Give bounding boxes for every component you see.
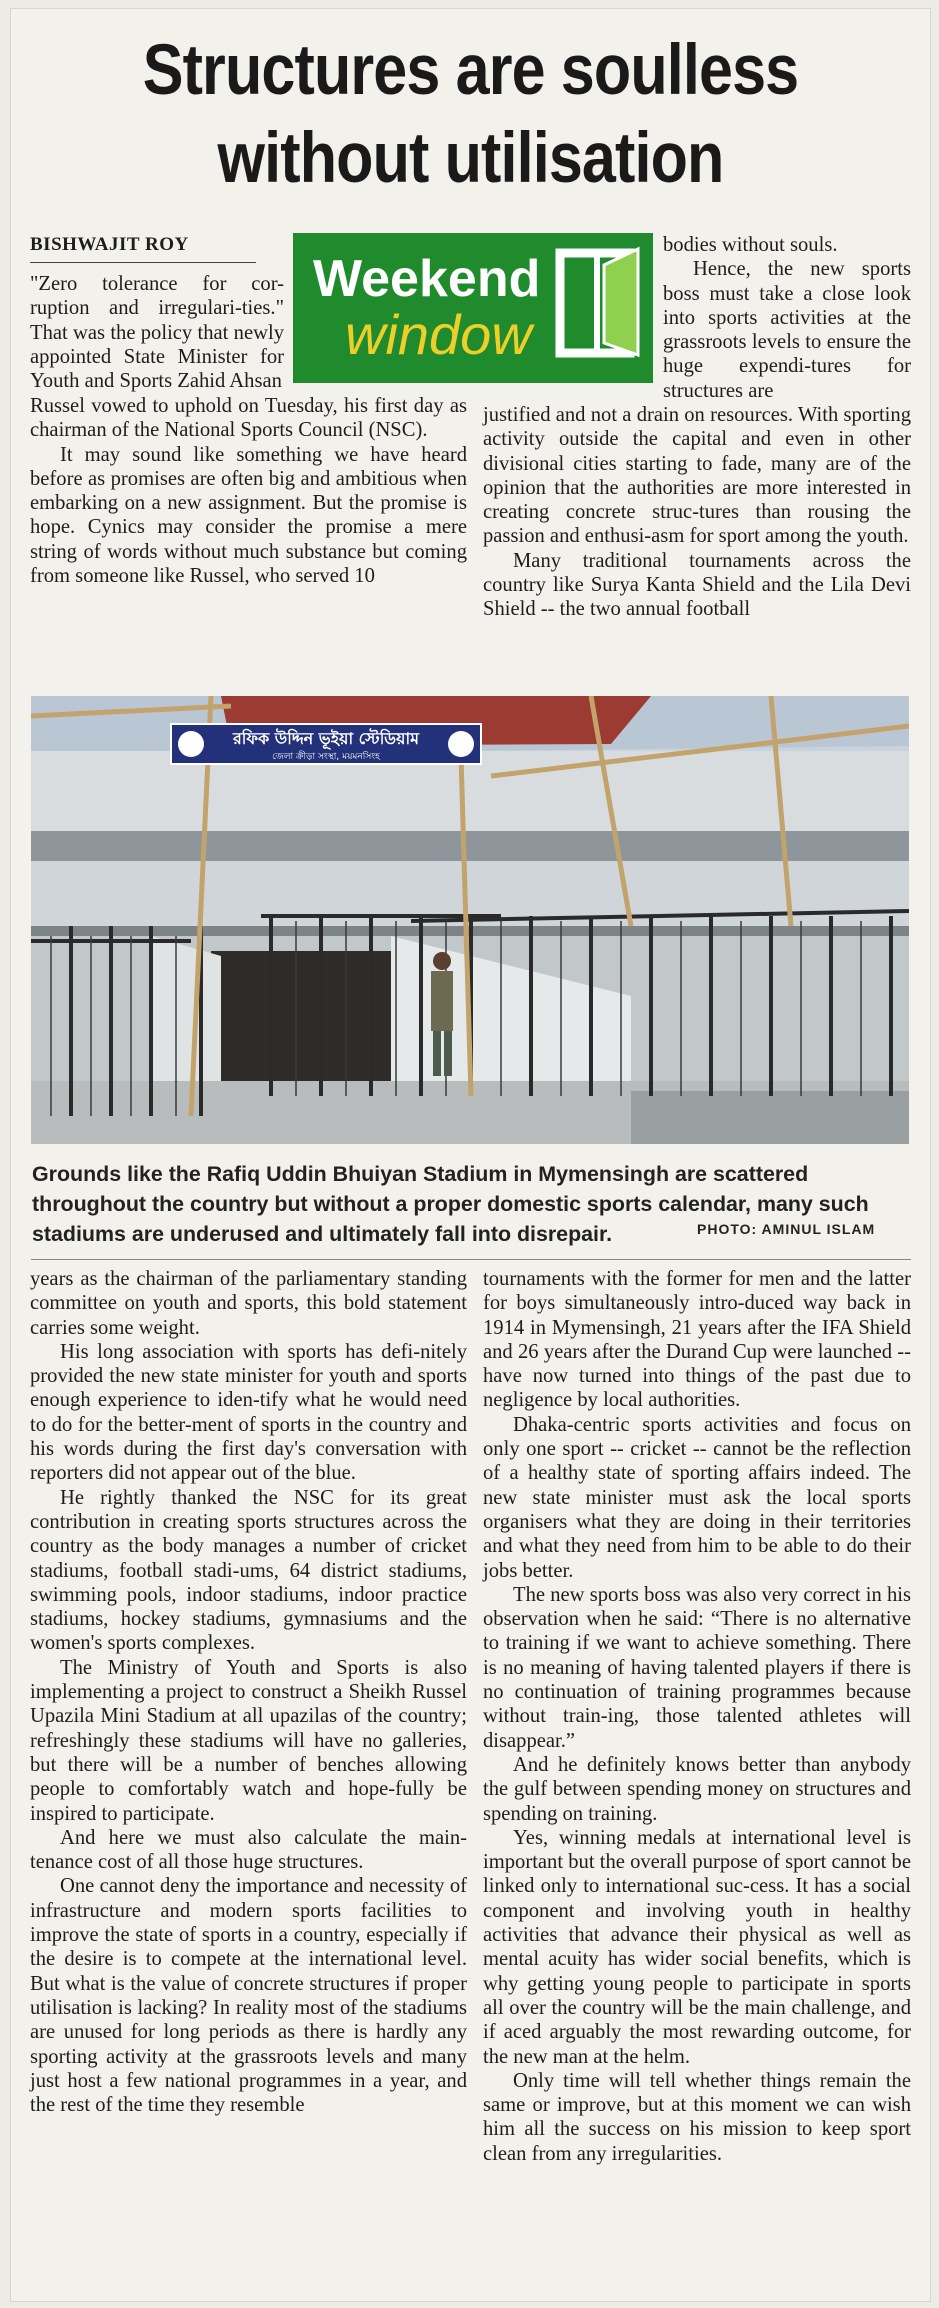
weekend-window-logo xyxy=(293,233,653,383)
body-top-left-narrow xyxy=(30,272,284,393)
paragraph: Russel vowed to uphold on Tuesday, his first day as chairman of the National Sports Council (NSC). xyxy=(30,395,467,442)
paragraph: And he definitely knows better than anybody the gulf between spending money on structures and spending on training. xyxy=(483,1753,911,1825)
newspaper-page xyxy=(10,8,931,2302)
paragraph: Yes, winning medals at international level is important but the overall purpose of sport cannot be linked only to international suc-cess. It has a social component and involving youth in healthy activities that advance their physical as well as mental acuity has wider social benefits, which is why getting young people to participate in sports all over the country will be the main challenge, and if aced arguably the most rewarding outcome, for the new man at the helm. xyxy=(483,1826,911,2068)
byline: BISHWAJIT ROY xyxy=(30,234,189,255)
signboard-line-2: জেলা ক্রীড়া সংস্থা, ময়মনসিংহ xyxy=(272,752,380,762)
caption-rule xyxy=(31,1259,911,1260)
paragraph: justified and not a drain on resources. With sporting activity outside the capital and even in other divisional cities starting to fade, many are of the opinion that the authorities are more interested in creating concrete struc-tures than rousing the passion and enthusi-asm for sport among the youth. xyxy=(483,404,911,548)
body-top-right-narrow xyxy=(663,233,911,403)
paragraph: He rightly thanked the NSC for its great contribution in creating sports structures across the country as the body manages a number of cricket stadiums, football stadi-ums, 64 district stadiums, swimming pools, indoor stadiums, indoor practice stadiums, hockey stadiums, gymnasiums and the women's sports complexes. xyxy=(30,1486,467,1655)
paragraph: The new sports boss was also very correct in his observation when he said: “There is no alternative to training if we want to achieve something. There is no meaning of having talented players if there is no continuation of training programmes because without train-ing, those talented athletes will disappear.” xyxy=(483,1583,911,1752)
paragraph: His long association with sports has defi-nitely provided the new state minister for youth and sports enough experience to iden-tify what he would need to do for the better-ment of sports in the country and his words during the first day's conversation with reporters did not appear out of the blue. xyxy=(30,1340,467,1485)
paragraph: tournaments with the former for men and the latter for boys simultaneously intro-duced way back in 1914 in Mymensingh, 21 years after the IFA Shield and 26 years after the Durand Cup were launched -- have now turned into things of the past due to negligence by local authorities. xyxy=(483,1268,911,1412)
paragraph: Dhaka-centric sports activities and focus on only one sport -- cricket -- cannot be the reflection of a healthy state of sporting affairs indeed. The new state minister must ask the local sports organisers what they are doing in their territories and what they need from him to be able to do their jobs better. xyxy=(483,1413,911,1582)
headline-line-2: without utilisation xyxy=(217,119,724,198)
body-top-right-wide xyxy=(483,403,911,622)
paragraph: And here we must also calculate the main-tenance cost of all those huge structures. xyxy=(30,1826,467,1874)
paragraph: "Zero tolerance for cor-ruption and irregulari-ties." That was the policy that newly appointed State Minister for Youth and Sports Zahid Ahsan xyxy=(30,273,284,393)
byline-rule xyxy=(30,262,256,263)
article-headline xyxy=(75,27,865,203)
body-bottom-right xyxy=(483,1267,911,2166)
photo-caption: Grounds like the Rafiq Uddin Bhuiyan Stadium in Mymensingh are scattered throughout the country but without a proper domestic sports calendar, many such stadiums are underused and ultimately fall into disrepair. xyxy=(32,1162,869,1246)
stadium-illustration xyxy=(31,696,909,1144)
paragraph: Many traditional tournaments across the country like Surya Kanta Shield and the Lila Devi Shield -- the two annual football xyxy=(483,549,911,621)
paragraph: years as the chairman of the parliamentary standing committee on youth and sports, this bold statement carries some weight. xyxy=(30,1268,467,1339)
body-bottom-left xyxy=(30,1267,467,2117)
headline-line-1: Structures are soulless xyxy=(142,31,799,110)
paragraph: Only time will tell whether things remain the same or improve, but at this moment we can wish him all the success on his mission to keep sport clean from any irregularities. xyxy=(483,2069,911,2165)
body-top-left-wide xyxy=(30,394,467,588)
stadium-photo xyxy=(31,696,909,1144)
photo-credit: PHOTO: AMINUL ISLAM xyxy=(697,1221,876,1237)
paragraph: Hence, the new sports boss must take a close look into sports activities at the grassroots levels to ensure the huge expendi-tures for structures are xyxy=(663,258,911,402)
logo-word-window: window xyxy=(345,303,532,366)
paragraph: One cannot deny the importance and necessity of infrastructure and modern sports facilities to improve the state of sports in a country, especially if the desire is to compete at the international level. But what is the value of concrete structures if proper utilisation is lacking? In reality most of the stadiums are unused for long periods as there is hardly any sporting activity at the grassroots levels and many just host a few national programmes in a year, and the rest of the time they resemble xyxy=(30,1875,467,2117)
signboard-line-1: রফিক উদ্দিন ভূইয়া স্টেডিয়াম xyxy=(232,729,420,748)
paragraph: bodies without souls. xyxy=(663,234,838,256)
paragraph: The Ministry of Youth and Sports is also implementing a project to construct a Sheikh Russel Upazila Mini Stadium at all upazilas of the country; refreshingly these stadiums will have no galleries, but there will be a number of benches allowing people to comfortably watch and hope-fully be inspired to participate. xyxy=(30,1656,467,1825)
logo-word-weekend: Weekend xyxy=(313,250,541,308)
person-figure xyxy=(431,971,453,1031)
paragraph: It may sound like something we have heard before as promises are often big and ambitious when embarking on a new assignment. But the promise is hope. Cynics may consider the promise a mere string of words without much substance but coming from someone like Russel, who served 10 xyxy=(30,443,467,588)
window-frame-icon xyxy=(550,243,645,368)
